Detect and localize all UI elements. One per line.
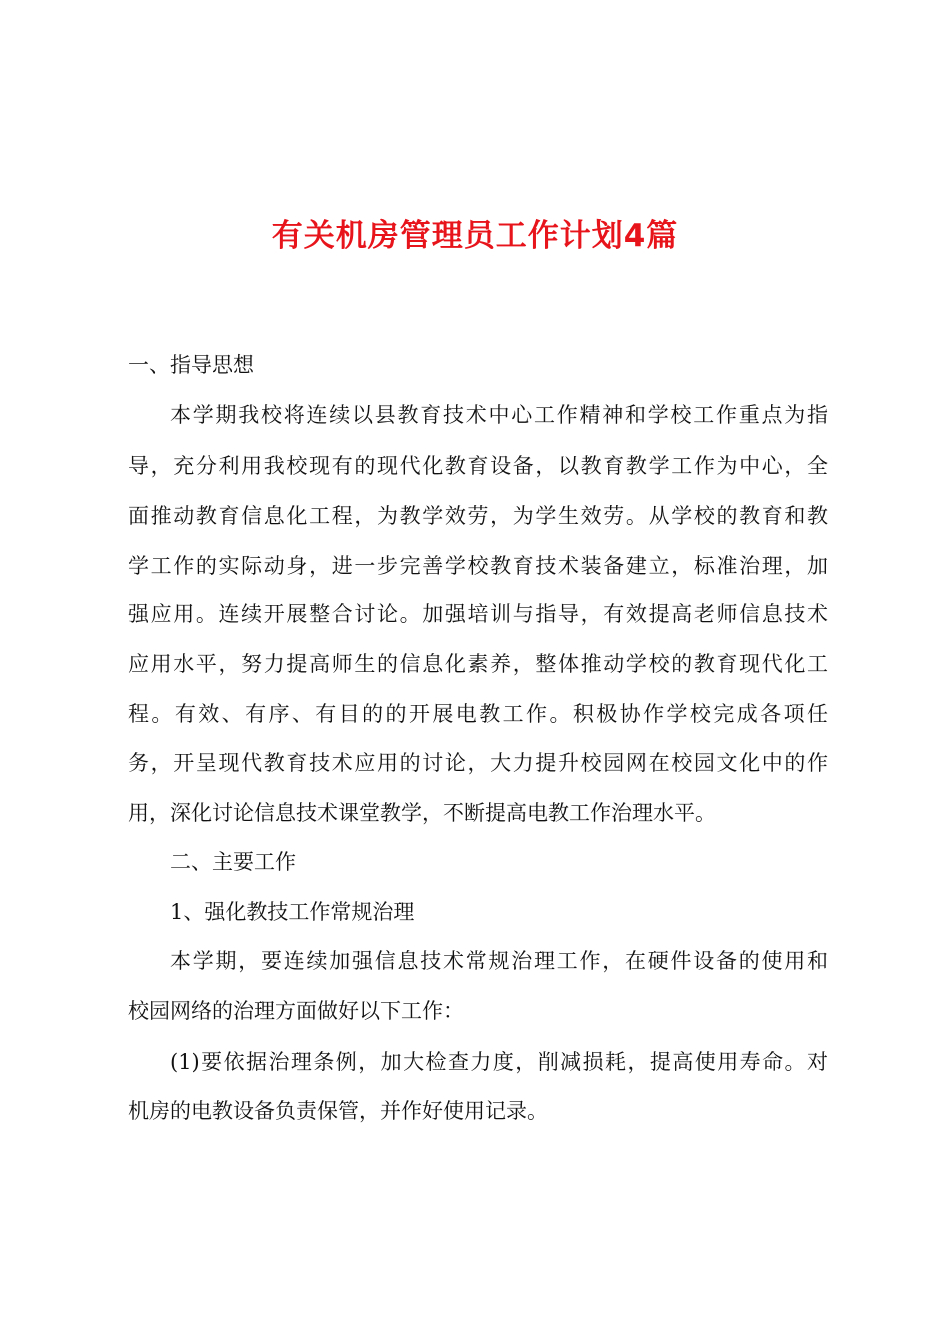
paragraph-line: 务，开呈现代教育技术应用的讨论，大力提升校园网在校园文化中的作 (128, 751, 828, 775)
paragraph-line: 程。有效、有序、有目的的开展电教工作。积极协作学校完成各项任 (128, 702, 828, 726)
list-item-line: 机房的电教设备负责保管，并作好使用记录。 (128, 1099, 548, 1123)
paragraph-line: 强应用。连续开展整合讨论。加强培训与指导，有效提高老师信息技术 (128, 602, 828, 626)
paragraph-line: 学工作的实际动身，进一步完善学校教育技术装备建立，标准治理，加 (128, 554, 828, 578)
paragraph-line: 导，充分利用我校现有的现代化教育设备，以教育教学工作为中心，全 (128, 454, 828, 478)
section-heading-guiding-ideology: 一、指导思想 (128, 353, 254, 377)
list-item-line: (1)要依据治理条例，加大检查力度，削减损耗，提高使用寿命。对 (170, 1050, 828, 1074)
paragraph-line: 面推动教育信息化工程，为教学效劳，为学生效劳。从学校的教育和教 (128, 504, 828, 528)
paragraph-line: 应用水平，努力提高师生的信息化素养，整体推动学校的教育现代化工 (128, 652, 828, 676)
subsection-heading: 1、强化教技工作常规治理 (170, 900, 415, 924)
paragraph-line: 本学期，要连续加强信息技术常规治理工作，在硬件设备的使用和 (170, 949, 828, 973)
paragraph-line: 用，深化讨论信息技术课堂教学，不断提高电教工作治理水平。 (128, 801, 716, 825)
section-heading-main-work: 二、主要工作 (170, 850, 296, 874)
paragraph-line: 校园网络的治理方面做好以下工作： (128, 999, 464, 1023)
document-title: 有关机房管理员工作计划4篇 (271, 218, 679, 254)
paragraph-line: 本学期我校将连续以县教育技术中心工作精神和学校工作重点为指 (170, 403, 828, 427)
